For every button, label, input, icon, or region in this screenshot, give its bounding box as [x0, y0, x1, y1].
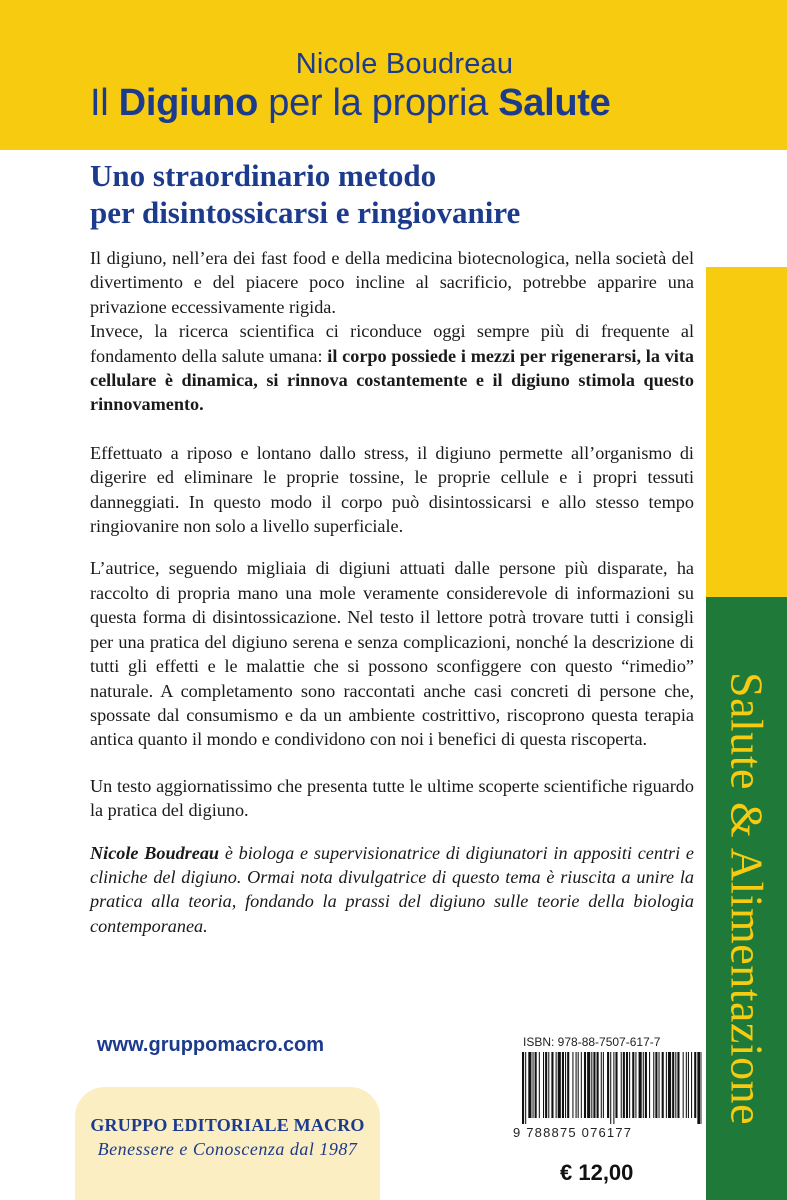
- barcode-bar: [603, 1052, 604, 1118]
- barcode-bar: [639, 1052, 642, 1118]
- barcode-bar: [649, 1052, 650, 1118]
- barcode-bar: [677, 1052, 679, 1118]
- paragraph-research-plain: Invece, la ricerca scientifica ci riconduce oggi sempre più di frequente al fondamento della salute umana:: [90, 321, 694, 366]
- paragraph-research: [90, 319, 694, 417]
- paragraph-summary: Un testo aggiornatissimo che presenta tutte le ultime scoperte scientifiche riguardo la pratica del digiuno.: [90, 775, 694, 821]
- barcode-bar: [683, 1052, 684, 1118]
- barcode-bar: [626, 1052, 628, 1118]
- spacer: [90, 823, 694, 841]
- barcode-bar: [597, 1052, 599, 1118]
- website-link[interactable]: www.gruppomacro.com: [97, 1034, 325, 1056]
- barcode-bar: [662, 1052, 664, 1118]
- author-bio-text: è biologa e supervisionatrice di digiunatori in appositi centri e cliniche del digiuno. Ormai nota divulgatrice di questo tema è riuscita a unire la pratica alla teoria, fondando la prassi del digiuno sulle teorie della biologia contemporanea.: [90, 842, 694, 936]
- barcode-icon: [522, 1052, 702, 1124]
- paragraph-research-bold: il corpo possiede i mezzi per rigenerarsi, la vita cellulare è dinamica, si rinnova costantemente e il digiuno stimola questo rinnovamento.: [90, 345, 695, 415]
- publisher-name: GRUPPO EDITORIALE MACRO: [90, 1115, 365, 1135]
- barcode-bar: [584, 1052, 586, 1118]
- barcode-bar: [632, 1052, 634, 1118]
- blurb-body: [90, 246, 694, 938]
- headline: [90, 157, 700, 231]
- barcode-bar: [548, 1052, 549, 1118]
- publisher-box: [75, 1087, 380, 1200]
- barcode-bar: [522, 1052, 524, 1124]
- barcode-bar: [668, 1052, 671, 1118]
- spacer: [90, 538, 694, 556]
- barcode-bar: [535, 1052, 537, 1118]
- barcode-bar: [558, 1052, 561, 1118]
- barcode-bar: [551, 1052, 553, 1118]
- barcode-bar: [659, 1052, 660, 1118]
- side-band-yellow: [706, 267, 787, 597]
- barcode-bar: [593, 1052, 595, 1118]
- headline-line1: Uno straordinario metodo: [90, 158, 437, 193]
- barcode-bar: [533, 1052, 534, 1118]
- isbn-label: ISBN: 978-88-7507-617-7: [523, 1035, 661, 1049]
- title-part: Il: [90, 82, 119, 124]
- barcode-bar: [694, 1052, 696, 1118]
- publisher-tagline: Benessere e Conoscenza dal 1987: [97, 1139, 358, 1159]
- barcode-bar: [591, 1052, 592, 1118]
- barcode-bar: [587, 1052, 590, 1118]
- barcode-bar: [525, 1052, 526, 1124]
- barcode-bar: [666, 1052, 667, 1118]
- series-label-wrap: [706, 597, 787, 1200]
- barcode-bar: [643, 1052, 644, 1118]
- spacer: [90, 417, 694, 441]
- spacer: [90, 752, 694, 774]
- barcode-bar: [545, 1052, 547, 1118]
- barcode-bar: [686, 1052, 687, 1118]
- book-title: [90, 82, 780, 125]
- price-label: € 12,00: [560, 1160, 634, 1185]
- barcode-bar: [581, 1052, 582, 1118]
- barcode-bar: [613, 1052, 614, 1124]
- barcode-bar: [565, 1052, 566, 1118]
- title-bold-digiuno: Digiuno: [118, 82, 258, 124]
- barcode-bar: [607, 1052, 609, 1118]
- paragraph-author-work: L’autrice, seguendo migliaia di digiuni attuati dalle persone più disparate, ha raccolto di propria mano una mole veramente considerevole di informazioni su questa forma di disintossicazione. Nel testo il lettore potrà trovare tutti i consigli per una pratica del digiuno serena e senza complicazioni, nonché la descrizione di tutti gli effetti e le malattie che si possono sconfiggere con questo “rimedio” naturale. A completamento sono raccontati anche casi concreti di persone che, spossate dal consumismo e da un ambiente costrittivo, riscoprono questa terapia antica quanto il mondo e condividono con noi i benefici di questa riscoperta.: [90, 558, 694, 750]
- barcode-bar: [675, 1052, 676, 1118]
- author-bio: [90, 841, 694, 939]
- barcode-bar: [653, 1052, 654, 1118]
- barcode-bar: [691, 1052, 692, 1118]
- barcode-bar: [562, 1052, 564, 1118]
- barcode-bar: [567, 1052, 569, 1118]
- barcode-bar: [635, 1052, 636, 1118]
- barcode-bar: [629, 1052, 630, 1118]
- barcode-bar: [528, 1052, 531, 1118]
- author-name: Nicole Boudreau: [295, 48, 514, 80]
- header-band: [0, 0, 787, 150]
- barcode-bar: [578, 1052, 579, 1118]
- barcode-bar: [655, 1052, 657, 1118]
- title-part: per la propria: [257, 82, 499, 124]
- headline-line2: per disintossicarsi e ringiovanire: [90, 195, 521, 230]
- barcode-bar: [543, 1052, 544, 1118]
- barcode-bar: [672, 1052, 674, 1118]
- barcode-bar: [610, 1052, 611, 1124]
- series-label: Salute & Alimentazione: [721, 671, 773, 1125]
- barcode-bar: [697, 1052, 700, 1124]
- paragraph-rest: Effettuato a riposo e lontano dallo stress, il digiuno permette all’organismo di digerire ed eliminare le proprie tossine, le proprie cellule e i propri tessuti danneggiati. In questo modo il corpo può disintossicarsi e allo stesso tempo ringiovanire non solo a livello superficiale.: [90, 442, 694, 537]
- barcode-bar: [645, 1052, 647, 1118]
- barcode-bar: [572, 1052, 573, 1118]
- barcode-bar: [623, 1052, 625, 1118]
- barcode-bar: [539, 1052, 540, 1118]
- paragraph-intro: Il digiuno, nell’era dei fast food e della medicina biotecnologica, nella società del divertimento e del piacere poco incline al sacrificio, potrebbe apparire una privazione eccessivamente rigida.: [90, 248, 694, 317]
- barcode-digits: 9 788875 076177: [513, 1125, 633, 1140]
- barcode-bar: [688, 1052, 689, 1118]
- barcode-bar: [621, 1052, 622, 1118]
- barcode-bar: [615, 1052, 617, 1118]
- author-bio-name: Nicole Boudreau: [90, 842, 220, 863]
- barcode-bar: [576, 1052, 577, 1118]
- barcode-bar: [601, 1052, 602, 1118]
- barcode-bar: [556, 1052, 557, 1118]
- title-bold-salute: Salute: [498, 82, 611, 124]
